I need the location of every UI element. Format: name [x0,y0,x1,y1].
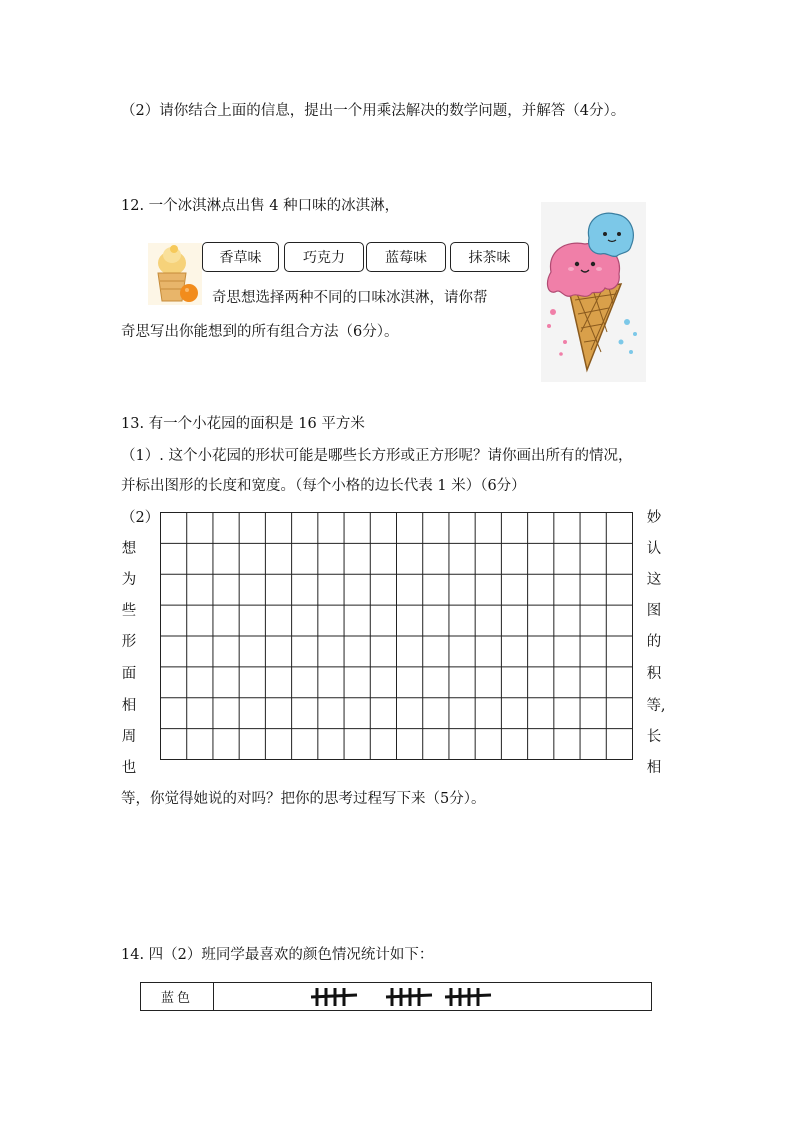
tally-marks [214,983,651,1010]
q11-part2-text: （2）请你结合上面的信息，提出一个用乘法解决的数学问题，并解答（4分）。 [121,103,626,119]
ice-cream-cone-icon [541,202,646,382]
q12-line2: 奇思想选择两种不同的口味冰淇淋，请你帮 [212,290,488,306]
q13-right-char: 的 [646,634,662,650]
q13-left-char: 周 [121,729,137,745]
q13-right-char: 积 [646,666,662,682]
q13-left-char: （2） [121,510,160,526]
q14-title: 14. 四（2）班同学最喜欢的颜色情况统计如下： [121,947,434,963]
q12-line3: 奇思写出你能想到的所有组合方法（6分）。 [121,324,399,340]
q13-right-char: 长 [646,729,662,745]
q13-left-char: 为 [121,572,137,588]
q13-right-char: 等, [646,698,666,714]
ice-cream-cup-icon [148,243,202,305]
q13-left-char: 相 [121,698,137,714]
flavor-box-matcha: 抹茶味 [450,242,529,272]
q13-part2-last-line: 等，你觉得她说的对吗？把你的思考过程写下来（5分）。 [121,791,486,807]
tally-row-label: 蓝色 [141,983,214,1010]
q13-title: 13. 有一个小花园的面积是 16 平方米 [121,416,365,432]
flavor-box-blueberry: 蓝莓味 [366,242,446,272]
color-tally-table [140,982,652,1011]
q12-title: 12. 一个冰淇淋点出售 4 种口味的冰淇淋， [121,198,400,214]
q13-left-char: 形 [121,634,137,650]
tally-group-five [386,988,432,1006]
q13-left-char: 也 [121,760,137,776]
q13-part1-line2: 并标出图形的长度和宽度。（每个小格的边长代表 1 米）（6分） [121,478,526,494]
tally-group-five [445,988,491,1006]
q13-right-char: 相 [646,760,662,776]
q13-left-char: 些 [121,603,137,619]
q13-right-char: 妙 [646,510,662,526]
q13-right-char: 这 [646,572,662,588]
q13-right-char: 认 [646,541,662,557]
tally-group-five [311,988,357,1006]
q13-right-char: 图 [646,603,662,619]
q13-part1-line1: （1）. 这个小花园的形状可能是哪些长方形或正方形呢？请你画出所有的情况， [121,448,633,464]
flavor-box-chocolate: 巧克力 [284,242,364,272]
q13-left-char: 想 [121,541,137,557]
flavor-box-vanilla: 香草味 [202,242,279,272]
q13-left-char: 面 [121,666,137,682]
drawing-grid[interactable] [160,512,633,760]
